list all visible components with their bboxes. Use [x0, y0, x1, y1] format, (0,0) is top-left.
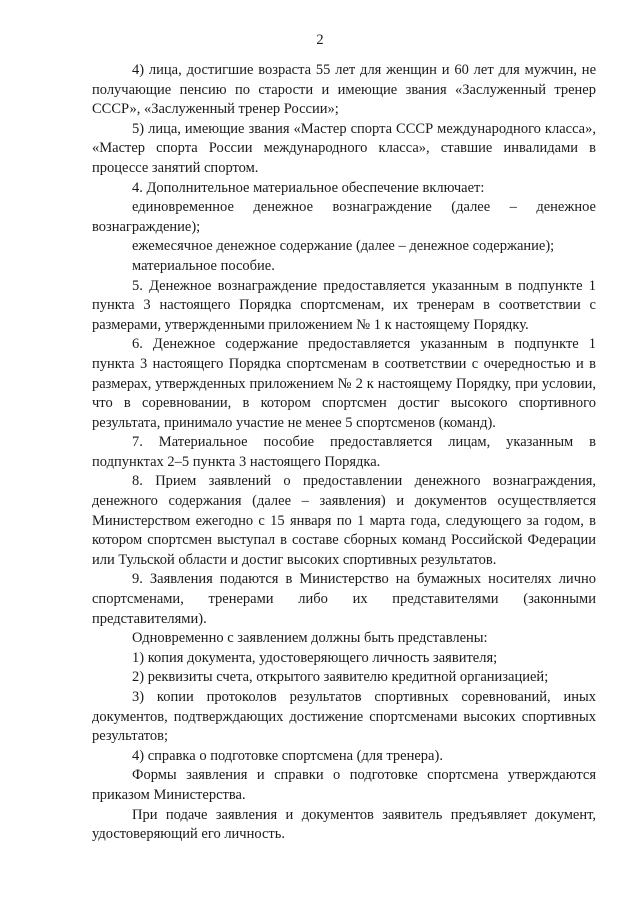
- document-body: [92, 61, 596, 845]
- paragraph-section-6: 6. Денежное содержание предоставляется указанным в подпункте 1 пункта 3 настоящего Порядка спортсменам в соответствии с очередностью и в размерах, утвержденных приложением № 2 к настоящему Порядку, при условии, что в соревновании, в котором спортсмен достиг высокого спортивного результата, принимало участие не менее 5 спортсменов (команд).: [92, 336, 596, 431]
- paragraph-doc-4-coach-certificate: 4) справка о подготовке спортсмена (для тренера).: [132, 747, 443, 764]
- page-number: 2: [316, 32, 324, 48]
- paragraph-section-8: 8. Прием заявлений о предоставлении денежного вознаграждения, денежного содержания (далее – заявления) и документов осуществляется Министерством ежегодно с 15 января по 1 марта года, следующего за годом, в котором спортсмен выступал в составе сборных команд Российской Федерации или Тульской области и достиг высоких спортивных результатов.: [92, 473, 596, 568]
- paragraph-lump-sum-reward: единовременное денежное вознаграждение (далее – денежное вознаграждение);: [92, 199, 596, 235]
- paragraph-section-5: 5. Денежное вознаграждение предоставляется указанным в подпункте 1 пункта 3 настоящего Порядка спортсменам, их тренерам в соответствии с размерами, утвержденными приложением № 1 к настоящему Порядку.: [92, 277, 596, 333]
- paragraph-monthly-allowance: ежемесячное денежное содержание (далее – денежное содержание);: [132, 238, 555, 255]
- paragraph-section-7: 7. Материальное пособие предоставляется лицам, указанным в подпунктах 2–5 пункта 3 настоящего Порядка.: [92, 434, 596, 470]
- paragraph-item-5-masters-of-sport: 5) лица, имеющие звания «Мастер спорта СССР международного класса», «Мастер спорта России международного класса», ставшие инвалидами в процессе занятий спортом.: [92, 120, 596, 176]
- paragraph-identity-presentation: При подаче заявления и документов заявитель предъявляет документ, удостоверяющий его личность.: [92, 806, 596, 843]
- paragraph-material-benefit: материальное пособие.: [132, 257, 275, 274]
- paragraph-section-9: 9. Заявления подаются в Министерство на бумажных носителях лично спортсменами, тренерами либо их представителями (законными представителями).: [92, 571, 596, 627]
- paragraph-item-4-age-pensioners: 4) лица, достигшие возраста 55 лет для женщин и 60 лет для мужчин, не получающие пенсию по старости и имеющие звания «Заслуженный тренер СССР», «Заслуженный тренер России»;: [92, 62, 596, 118]
- paragraph-doc-1-identity-copy: 1) копия документа, удостоверяющего личность заявителя;: [132, 649, 498, 666]
- paragraph-section-4-heading: 4. Дополнительное материальное обеспечение включает:: [132, 179, 485, 196]
- paragraph-forms-approval: Формы заявления и справки о подготовке спортсмена утверждаются приказом Министерства.: [92, 767, 596, 803]
- paragraph-doc-2-bank-details: 2) реквизиты счета, открытого заявителю кредитной организацией;: [132, 669, 549, 686]
- paragraph-doc-3-competition-protocols: 3) копии протоколов результатов спортивных соревнований, иных документов, подтверждающих достижение спортсменами высоких спортивных результатов;: [92, 689, 596, 745]
- paragraph-required-documents-heading: Одновременно с заявлением должны быть представлены:: [132, 630, 488, 647]
